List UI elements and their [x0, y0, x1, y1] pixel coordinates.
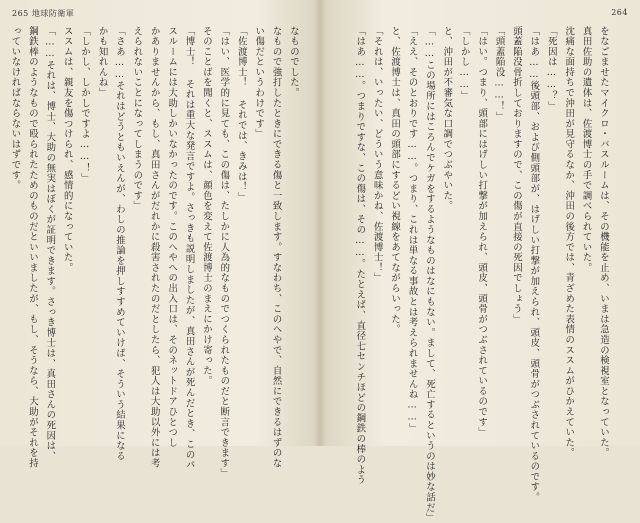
text-line: と、沖田が不審気な口調でつぶやいた。: [441, 26, 453, 212]
text-line: ススムは、親友を傷つけられ、感情的になっていた。: [61, 26, 73, 273]
text-line: 鋼鉄棒のようなもので殴られたためのものだといいましたが、もし、そうなら、大助がそれを持: [26, 26, 38, 469]
text-line: と、佐渡博士は、真田の頭部にするどい視線をあてながらいった。: [389, 26, 401, 335]
text-line: えられないことになってしまうのです」: [131, 26, 143, 212]
right-page-number: 264: [611, 8, 628, 17]
text-line: 「頭蓋陥没……！」: [493, 26, 505, 122]
right-page: [320, 0, 640, 523]
text-line: 「はあ……後頭部、および側頭部が、はげしい打撃が加えられ、頭皮、頭骨がつぶされているのです。: [528, 26, 540, 503]
text-line: 「はい。つまり、頭部にはげしい打撃が加えられ、頭皮、頭骨がつぶされているのです」: [476, 26, 488, 438]
right-page-text: [340, 26, 612, 523]
text-line: 「それは、いったい、どういう意味かね、佐渡博士！」: [371, 26, 383, 284]
text-line: かも知れんね」: [96, 26, 108, 99]
left-running-title: 地球防衛軍: [31, 9, 75, 18]
text-line: 「死因は……？」: [545, 26, 557, 112]
left-page-text: [9, 26, 302, 479]
text-line: 「はい、医学的に見ても、この傷は、たしかに人為的なものでつくられたものだと断言できます」: [218, 26, 230, 479]
text-line: 「ええ、そのとおりです……。つまり、これは単なる事故とは考えられませんね……」: [406, 26, 418, 434]
text-line: をなごませたマイクロ・バスルームは、その機能を止め、いまは急造の検視室となっていた。: [598, 26, 609, 459]
text-line: い傷だというわけです」: [253, 26, 265, 140]
text-line: なものでした。: [288, 26, 299, 99]
text-line: かありませんから、もし、真田さんがだれかに殺害されたのだとしたら、犯人は大助以外には考: [148, 26, 160, 469]
text-line: スルームには大助しかいなかったのです。このへやへの出入口は、そのネットドアひとつし: [166, 26, 178, 448]
right-page-header: [611, 8, 628, 17]
text-line: 「……この場所にはころんでケガをするようなものはなにもない。まして、死亡するというのは妙な話だ」: [423, 26, 435, 523]
text-line: 「……それは、博士、大助の無実はぼくが証明できます。さっき博士は、真田さんの死因は、: [44, 26, 56, 462]
text-line: 「しかし、しかしですよ……！」: [79, 26, 91, 184]
left-page-header: [12, 8, 74, 19]
text-line: 「博士！ それは重大な発言ですよ。さっきも説明しましたが、真田さんが死んだとき、このパ: [183, 26, 195, 471]
text-line: 「はあ……。つまりですな、この傷は、その……。たとえば、直径七センチほどの鋼鉄の棒のよう: [354, 26, 366, 486]
text-line: 「佐渡博士！ それでは、きみは！」: [235, 26, 247, 203]
text-line: 真田佐助の遺体は、佐渡博士の手で調べられていた。: [580, 26, 592, 273]
text-line: 頭蓋陥没骨折しておりますので、この傷が直接の死因でしょう」: [510, 26, 522, 325]
text-line: 沈痛な面持ちで沖田が見守るなか、沖田の後方では、青ざめた表情のススムがひかえていた。: [563, 26, 575, 459]
left-page-number: 265: [12, 9, 29, 18]
text-line: っていなければならないはずです。: [9, 26, 21, 191]
text-line: そのことばを聞くと、ススムは、顔色を変えて佐渡博士のまえにかけ寄った。: [200, 26, 212, 387]
text-line: なもので強打したときにできる傷と一致します。すなわち、このへやで、自然にできるはずのな: [270, 26, 282, 469]
text-line: 「しかし……」: [458, 26, 470, 102]
text-line: 「さあ……それはどうともいえんが、わしの推論を押しすすめていけば、そういう結果になる: [113, 26, 125, 462]
left-page: [0, 0, 320, 479]
